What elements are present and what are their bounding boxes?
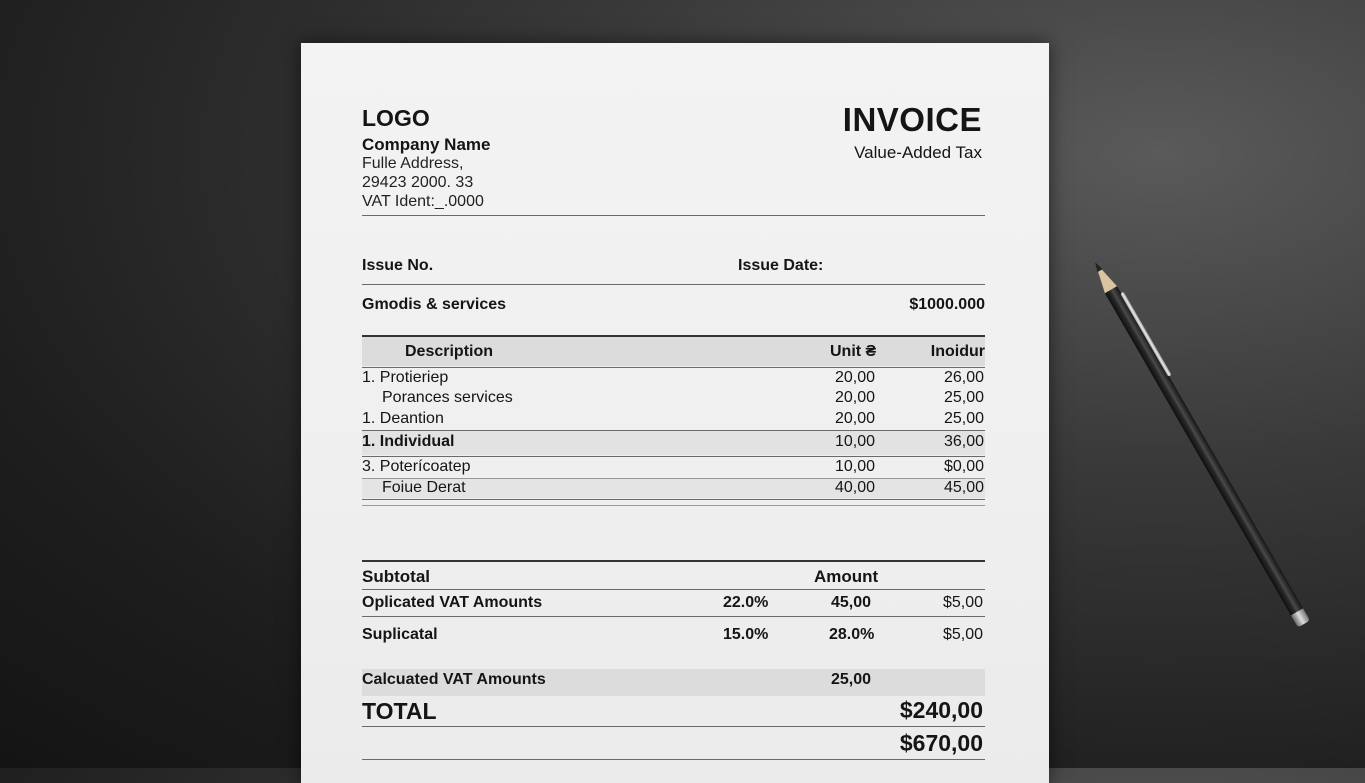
table-row-2-unit: 20,00 xyxy=(834,389,875,406)
summary-row-1-rate: 22.0% xyxy=(723,594,769,611)
table-row-1-amount: 26,00 xyxy=(943,369,984,386)
grand-total-value: $670,00 xyxy=(899,730,983,756)
summary-row-1-label: Oplicated VAT Amounts xyxy=(362,594,543,611)
table-row-4-amount: 36,00 xyxy=(943,433,984,450)
calc-vat-label: Calcuated VAT Amounts xyxy=(362,671,546,688)
table-row-6-description: Foiue Derat xyxy=(382,479,466,496)
table-bottom-rule xyxy=(362,505,985,506)
subtotal-label: Subtotal xyxy=(362,567,430,586)
goods-amount: $1000.000 xyxy=(909,296,985,313)
invoice-paper xyxy=(301,43,1049,783)
calc-vat-value: 25,00 xyxy=(831,671,872,688)
company-name: Company Name xyxy=(362,135,491,154)
total-value: $240,00 xyxy=(899,697,983,723)
issue-divider xyxy=(362,284,985,285)
summary-divider xyxy=(362,589,985,590)
table-row-1-description: 1. Protieriep xyxy=(362,369,449,386)
table-row-5-amount: $0,00 xyxy=(943,458,984,475)
summary-top-rule xyxy=(362,560,985,562)
total-divider xyxy=(362,726,985,727)
header-divider xyxy=(362,215,985,216)
table-header-description: Description xyxy=(405,343,494,360)
table-row-3-unit: 20,00 xyxy=(834,410,875,427)
table-row-divider xyxy=(362,456,985,457)
total-label: TOTAL xyxy=(362,698,437,724)
table-row-5-description: 3. Poterícoatep xyxy=(362,458,471,475)
table-row-3-amount: 25,00 xyxy=(943,410,984,427)
invoice-subtitle: Value-Added Tax xyxy=(854,143,982,162)
summary-row-1-amount: 45,00 xyxy=(831,594,872,611)
table-row-2-amount: 25,00 xyxy=(943,389,984,406)
table-bottom-rule xyxy=(362,499,985,500)
amount-label: Amount xyxy=(814,567,879,586)
table-header-divider xyxy=(362,367,985,368)
company-phone: 29423 2000. 33 xyxy=(362,174,474,191)
table-row-4-description: 1. Individual xyxy=(362,433,455,450)
table-row-5-unit: 10,00 xyxy=(834,458,875,475)
table-row-6-unit: 40,00 xyxy=(834,479,875,496)
company-logo: LOGO xyxy=(362,105,430,131)
company-vat-id: VAT Ident:_.0000 xyxy=(362,193,484,210)
table-row-2-description: Porances services xyxy=(382,389,513,406)
invoice-title: INVOICE xyxy=(842,101,982,138)
summary-row-1-vat: $5,00 xyxy=(942,594,983,611)
table-row-4-unit: 10,00 xyxy=(834,433,875,450)
issue-date-label: Issue Date: xyxy=(738,257,824,274)
summary-row-2-rate: 15.0% xyxy=(723,626,769,643)
pencil xyxy=(1089,259,1311,630)
company-address: Fulle Address, xyxy=(362,155,464,172)
table-row-3-description: 1. Deantion xyxy=(362,410,444,427)
table-row-4-band xyxy=(362,431,985,455)
pencil-body xyxy=(1105,286,1306,620)
table-row-6-amount: 45,00 xyxy=(943,479,984,496)
summary-row-2-amount: 28.0% xyxy=(829,626,875,643)
table-header-amount: Inoidur xyxy=(930,343,985,360)
summary-divider xyxy=(362,616,985,617)
goods-label: Gmodis & services xyxy=(362,296,507,313)
summary-row-2-label: Suplicatal xyxy=(362,626,438,643)
table-header-unit: Unit ₴ xyxy=(830,343,877,360)
grand-total-divider xyxy=(362,759,985,760)
summary-row-2-vat: $5,00 xyxy=(942,626,983,643)
table-row-1-unit: 20,00 xyxy=(834,369,875,386)
issue-number-label: Issue No. xyxy=(362,257,434,274)
